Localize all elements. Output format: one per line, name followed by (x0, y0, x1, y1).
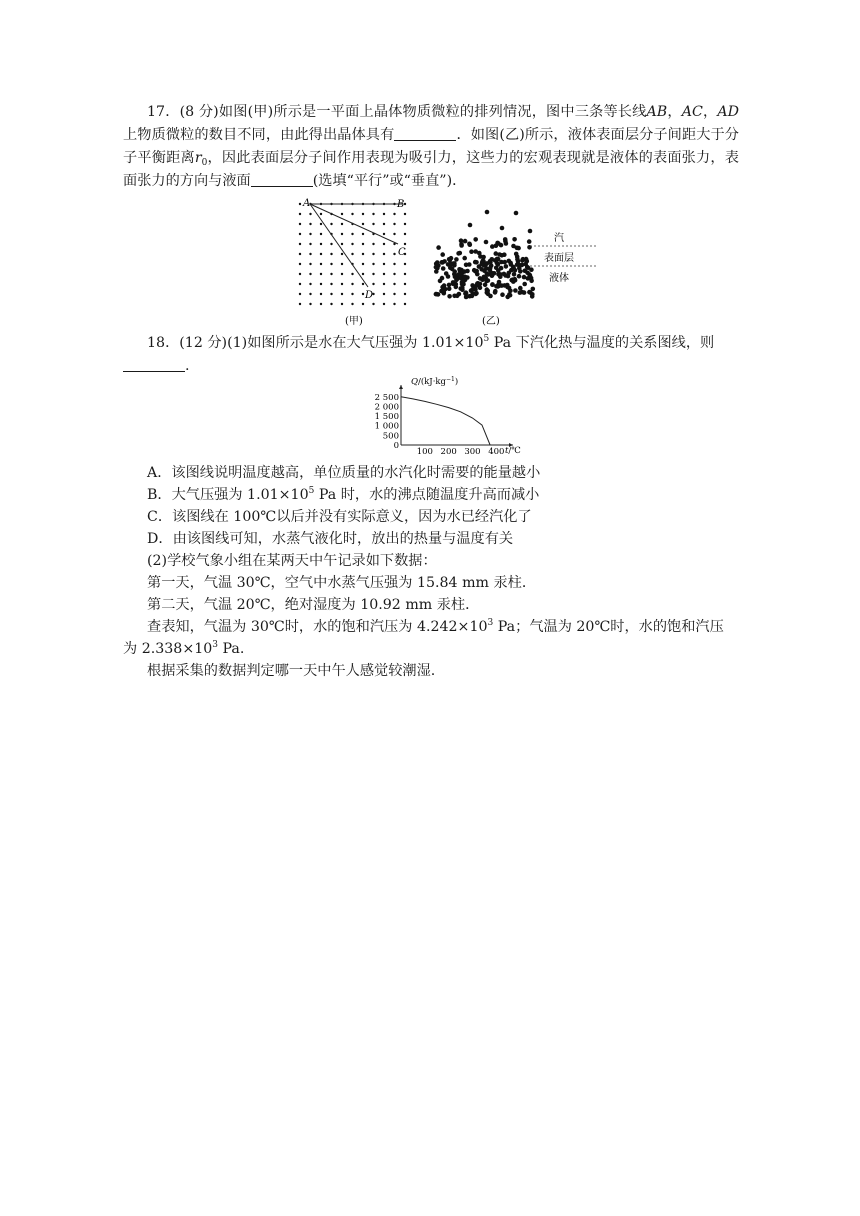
lattice-particle (383, 293, 385, 295)
molecule (484, 266, 489, 271)
lattice-particle (383, 243, 385, 245)
molecule (522, 290, 527, 295)
lattice-particle (362, 273, 364, 275)
lattice-particle (299, 283, 301, 285)
molecule (472, 268, 477, 273)
molecule (531, 287, 536, 292)
molecule (514, 211, 519, 216)
molecule (455, 294, 460, 299)
molecule (481, 255, 486, 260)
lattice-particle (351, 233, 353, 235)
lattice-particle (351, 273, 353, 275)
lattice-particle (341, 253, 343, 255)
lattice-particle (309, 253, 311, 255)
molecule (496, 241, 501, 246)
molecule (454, 257, 459, 262)
molecule (528, 229, 533, 234)
lattice-particle (330, 243, 332, 245)
lattice-particle (383, 273, 385, 275)
lattice-particle (330, 273, 332, 275)
y-tick-label: 500 (382, 431, 399, 442)
lattice-particle (341, 243, 343, 245)
answer-blank-1[interactable] (394, 126, 456, 141)
molecule (442, 291, 447, 296)
molecule (517, 274, 522, 279)
lattice-particle (404, 273, 406, 275)
heat-of-vaporization-chart (365, 373, 525, 459)
lattice-particle (341, 233, 343, 235)
y-tick-label: 2 000 (374, 402, 399, 413)
lattice-particle (383, 223, 385, 225)
lattice-particle (341, 273, 343, 275)
molecule (496, 272, 501, 277)
lattice-particle (383, 213, 385, 215)
q17-number: 17 (147, 104, 166, 120)
lattice-particle (362, 233, 364, 235)
lattice-particle (320, 233, 322, 235)
molecule (463, 239, 468, 244)
molecule (474, 291, 479, 296)
label-liquid: 液体 (549, 273, 569, 284)
lattice-particle (404, 283, 406, 285)
label-d: D (365, 290, 374, 301)
molecule (447, 294, 452, 299)
lattice-particle (320, 243, 322, 245)
molecule (467, 242, 472, 247)
day2-record: 第二天，气温 20℃，绝对湿度为 10.92 mm 汞柱． (147, 597, 480, 613)
x-tick-label: 400 (488, 447, 505, 457)
molecule (512, 237, 517, 242)
molecule (448, 261, 453, 266)
molecule (485, 288, 490, 293)
molecule (526, 276, 531, 281)
lattice-particle (309, 243, 311, 245)
lookup-line-2: 为 $2.338\times 10^3$ Pa. (123, 640, 245, 657)
lattice-particle (383, 253, 385, 255)
lattice-particle (362, 223, 364, 225)
option-d: D．由该图线可知，水蒸气液化时，放出的热量与温度有关 (147, 531, 514, 547)
label-vapor: 汽 (554, 233, 564, 244)
lattice-particle (362, 213, 364, 215)
lattice-particle (372, 243, 374, 245)
figure-yi-liquid (430, 203, 602, 328)
lattice-particle (320, 293, 322, 295)
molecule (438, 279, 443, 284)
lattice-particle (330, 303, 332, 305)
lattice-particle (351, 293, 353, 295)
x-tick-label: 200 (440, 447, 457, 457)
molecule (462, 269, 467, 274)
lattice-particle (330, 293, 332, 295)
molecule (435, 260, 440, 265)
lattice-particle (330, 283, 332, 285)
lattice-particle (372, 263, 374, 265)
line-ac: AC (681, 104, 703, 120)
lattice-particle (309, 273, 311, 275)
molecule (529, 267, 534, 272)
molecule (488, 294, 493, 299)
molecule (440, 260, 445, 265)
molecule (527, 239, 532, 244)
lattice-particle (341, 263, 343, 265)
lattice-particle (320, 273, 322, 275)
lattice-particle (341, 303, 343, 305)
molecule (513, 278, 518, 283)
lattice-particle (299, 243, 301, 245)
molecule (446, 274, 451, 279)
lattice-particle (404, 213, 406, 215)
lattice-particle (341, 283, 343, 285)
molecule (484, 240, 489, 245)
lattice-particle (309, 233, 311, 235)
lattice-particle (309, 213, 311, 215)
lattice-particle (393, 293, 395, 295)
lattice-particle (299, 253, 301, 255)
lattice-particle (362, 253, 364, 255)
molecule (506, 274, 511, 279)
x-axis-label: t/℃ (505, 446, 521, 456)
y-axis-arrow (399, 385, 403, 389)
answer-blank-3[interactable] (123, 357, 185, 372)
question-17: 17．(8 分)如图(甲)所示是一平面上晶体物质微粒的排列情况，图中三条等长线AB，AC，AD上物质微粒的数目不同，由此得出晶体具有 ．如图(乙)所示，液体表面层分子间距大于分子平衡距离$r_0$，因此表面层分子间作用表现为吸引力，这些力的宏观表现就是液体的表面张力，表面张力的方向与液面 (选填“平行”或“垂直”)． (123, 104, 739, 189)
molecule (454, 285, 459, 290)
molecule (436, 245, 441, 250)
lattice-particle (320, 213, 322, 215)
option-a: A．该图线说明温度越高，单位质量的水汽化时需要的能量越小 (147, 465, 541, 481)
option-c: C．该图线在 100℃以后并没有实际意义，因为水已经汽化了 (147, 509, 532, 525)
molecule (459, 238, 464, 243)
y-tick-label: 0 (393, 441, 399, 451)
molecule (477, 251, 482, 256)
lattice-particle (362, 293, 364, 295)
molecule (515, 257, 520, 262)
lattice-particle (299, 223, 301, 225)
lattice-particle (299, 263, 301, 265)
lattice-dots (299, 203, 406, 305)
lattice-particle (393, 273, 395, 275)
lattice-particle (299, 203, 301, 205)
molecule (447, 286, 452, 291)
lattice-particle (351, 303, 353, 305)
molecule (460, 288, 465, 293)
lattice-particle (393, 303, 395, 305)
lattice-particle (320, 263, 322, 265)
molecule (469, 249, 474, 254)
option-b: B．大气压强为 $1.01\times 10^5$ Pa 时，水的沸点随温度升高而减小 (147, 486, 540, 503)
x-tick-label: 300 (464, 447, 481, 457)
lattice-particle (330, 263, 332, 265)
molecule (500, 292, 505, 297)
molecule (512, 272, 517, 277)
molecule (497, 284, 502, 289)
lattice-particle (404, 263, 406, 265)
lattice-particle (404, 223, 406, 225)
day1-record: 第一天，气温 30℃，空气中水蒸气压强为 15.84 mm 汞柱． (147, 575, 537, 591)
molecule (502, 272, 507, 277)
y-axis-label: $Q/(kJ\cdot kg^{-1})$ (411, 376, 459, 387)
lattice-particle (299, 213, 301, 215)
molecule (434, 265, 439, 270)
lattice-particle (383, 263, 385, 265)
molecule (507, 292, 512, 297)
molecule (499, 266, 504, 271)
lattice-particle (320, 303, 322, 305)
line-ad: AD (717, 104, 739, 120)
lattice-particle (362, 303, 364, 305)
lattice-particle (393, 223, 395, 225)
lattice-particle (299, 293, 301, 295)
molecule (486, 278, 491, 283)
molecule (500, 253, 505, 258)
molecule (530, 294, 535, 299)
lattice-particle (309, 293, 311, 295)
lattice-particle (383, 303, 385, 305)
molecule (504, 264, 509, 269)
molecule (493, 290, 498, 295)
liquid-molecules (434, 210, 535, 300)
caption-yi: (乙) (482, 316, 500, 327)
lattice-particle (383, 283, 385, 285)
lattice-particle (299, 303, 301, 305)
molecule (485, 210, 490, 215)
label-a: A (303, 198, 311, 209)
molecule (464, 263, 469, 268)
molecule (462, 256, 467, 261)
lattice-particle (372, 283, 374, 285)
molecule (521, 257, 526, 262)
lattice-particle (341, 223, 343, 225)
series-line-latent-heat (401, 397, 490, 445)
lattice-particle (330, 253, 332, 255)
lattice-particle (309, 283, 311, 285)
lattice-particle (393, 283, 395, 285)
molecule (513, 268, 518, 273)
molecule (516, 246, 521, 251)
lattice-particle (309, 223, 311, 225)
answer-blank-2[interactable] (251, 172, 313, 187)
molecule (509, 262, 514, 267)
lattice-particle (372, 223, 374, 225)
figure-jia-lattice (293, 193, 423, 328)
lattice-particle (393, 233, 395, 235)
lattice-particle (372, 213, 374, 215)
q18-part2: (2)学校气象小组在某两天中午记录如下数据： (147, 553, 437, 569)
molecule (464, 295, 469, 300)
lattice-particle (330, 223, 332, 225)
molecule (493, 258, 498, 263)
molecule (483, 282, 488, 287)
lattice-particle (362, 263, 364, 265)
molecule (496, 262, 501, 267)
molecule (456, 251, 461, 256)
lattice-particle (372, 303, 374, 305)
molecule (473, 260, 478, 265)
x-tick-label: 100 (416, 447, 433, 457)
lattice-particle (383, 233, 385, 235)
lattice-particle (351, 213, 353, 215)
q18-score: (12 分) (179, 335, 228, 351)
molecule (482, 275, 487, 280)
lookup-line-1: 查表知，气温为 30℃时，水的饱和汽压为 $4.242\times 10^3$ Pa；气温为 20℃时，水的饱和汽压 (147, 618, 724, 635)
final-question: 根据采集的数据判定哪一天中午人感觉较潮湿. (147, 663, 436, 679)
lattice-particle (404, 293, 406, 295)
molecule (440, 252, 445, 257)
lattice-particle (372, 273, 374, 275)
lattice-particle (351, 283, 353, 285)
molecule (514, 252, 519, 257)
segment-ad (310, 204, 368, 287)
molecule (500, 226, 505, 231)
molecule (523, 268, 528, 273)
lattice-particle (393, 253, 395, 255)
molecule (504, 241, 509, 246)
caption-jia: (甲) (345, 316, 363, 327)
molecule (462, 275, 467, 280)
molecule (448, 265, 453, 270)
molecule (518, 286, 523, 291)
label-c: C (398, 247, 406, 258)
lattice-particle (309, 263, 311, 265)
lattice-particle (320, 223, 322, 225)
line-ab: AB (646, 104, 668, 120)
molecule (442, 283, 447, 288)
lattice-particle (299, 273, 301, 275)
molecule (479, 267, 484, 272)
lattice-particle (393, 263, 395, 265)
lattice-particle (404, 243, 406, 245)
molecule (505, 283, 510, 288)
molecule (494, 251, 499, 256)
molecule (471, 287, 476, 292)
lattice-particle (404, 303, 406, 305)
label-surface-layer: 表面层 (544, 253, 574, 264)
lattice-particle (341, 293, 343, 295)
lattice-particle (351, 243, 353, 245)
lattice-particle (351, 253, 353, 255)
label-b: B (397, 199, 405, 210)
molecule (516, 262, 521, 267)
lattice-particle (404, 233, 406, 235)
molecule (441, 266, 446, 271)
lattice-particle (299, 233, 301, 235)
lattice-particle (372, 253, 374, 255)
molecule (459, 243, 464, 248)
lattice-particle (320, 253, 322, 255)
lattice-particle (341, 213, 343, 215)
molecule (502, 260, 507, 265)
molecule (513, 288, 518, 293)
lattice-particle (309, 303, 311, 305)
lattice-particle (393, 213, 395, 215)
molecule (522, 282, 527, 287)
lattice-particle (320, 283, 322, 285)
lattice-particle (362, 283, 364, 285)
q17-score: (8 分) (179, 104, 219, 120)
molecule (481, 259, 486, 264)
lattice-particle (362, 243, 364, 245)
q18-number: 18 (147, 335, 166, 351)
molecule (490, 282, 495, 287)
chart-plot (375, 385, 513, 457)
y-tick-label: 1 000 (374, 421, 399, 432)
molecule (470, 294, 475, 299)
molecule (468, 223, 473, 228)
molecule (490, 273, 495, 278)
molecule (475, 281, 480, 286)
molecule (435, 292, 440, 297)
question-18: 18．(12 分)(1)如图所示是水在大气压强为 $1.01\times 10^5$ Pa 下汽化热与温度的关系图线，则 . (123, 332, 739, 378)
y-tick-label: 1 500 (374, 412, 399, 423)
molecule (473, 237, 478, 242)
y-tick-label: 2 500 (374, 392, 399, 403)
